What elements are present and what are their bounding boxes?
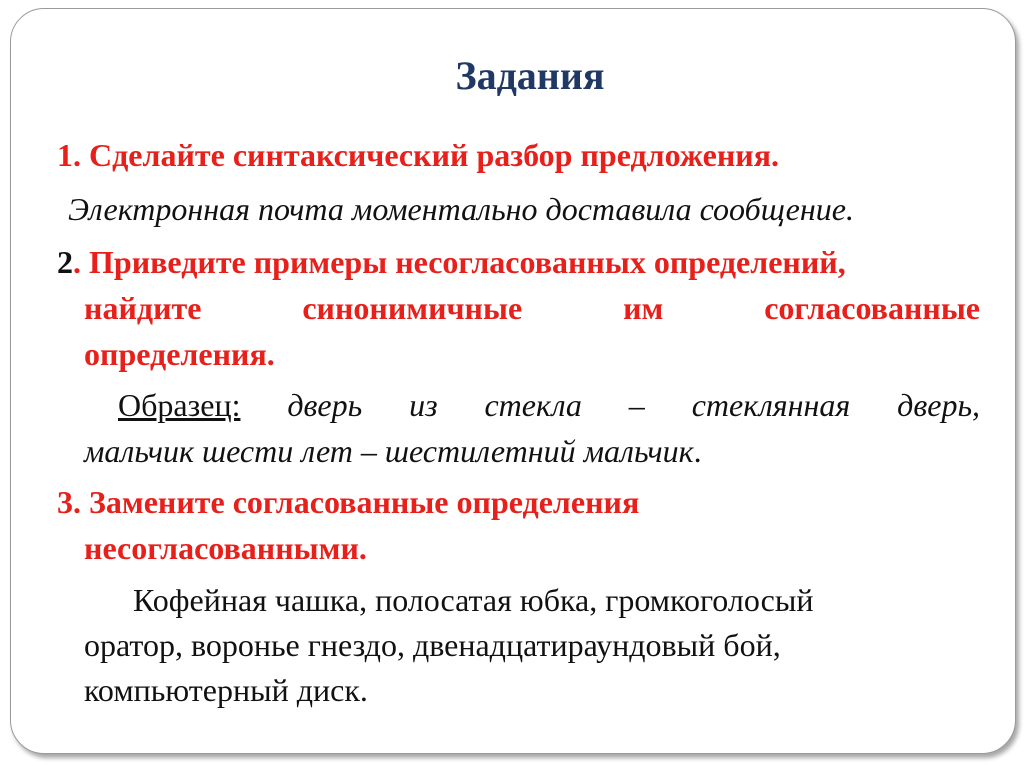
task1-sentence: Электронная почта моментально доставила сообщение. bbox=[68, 191, 854, 227]
task3-examples-line3: компьютерный диск. bbox=[84, 672, 368, 708]
task1-number: 1. bbox=[57, 137, 81, 173]
task2-instruction-part1: . Приведите примеры несогласованных определений, bbox=[73, 244, 846, 280]
task2-instruction-line1 bbox=[57, 239, 846, 285]
task2-instruction-line3: определения. bbox=[84, 336, 275, 372]
task1-instruction-line bbox=[57, 132, 779, 178]
slide-title: Задания bbox=[455, 53, 605, 98]
task1-instruction: Сделайте синтаксический разбор предложения. bbox=[81, 137, 779, 173]
task2-sample-line2: мальчик шести лет – шестилетний мальчик. bbox=[84, 433, 702, 469]
task2-sample-label: Образец: bbox=[118, 387, 241, 423]
task3-instruction-line1: 3. Замените согласованные определения bbox=[57, 484, 640, 520]
task2-sample-text: дверь из стекла – стеклянная дверь, bbox=[240, 387, 980, 423]
task3-instruction-line2: несогласованными. bbox=[84, 530, 367, 566]
task2-sample-line1 bbox=[118, 382, 980, 428]
task2-number: 2 bbox=[57, 244, 73, 280]
task2-instruction-line2: найдите синонимичные им согласованные bbox=[84, 290, 980, 326]
task3-examples-line2: оратор, воронье гнездо, двенадцатираундовый бой, bbox=[84, 627, 781, 663]
task3-examples-line1: Кофейная чашка, полосатая юбка, громкоголосый bbox=[133, 582, 814, 618]
